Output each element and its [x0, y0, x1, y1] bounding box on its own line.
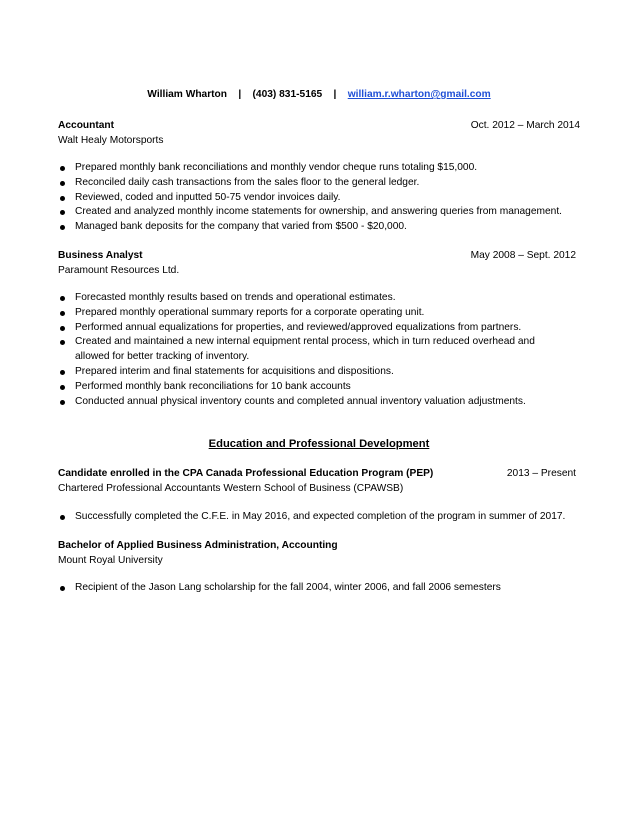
phone-number: (403) 831-5165 [252, 89, 323, 100]
list-item: Successfully completed the C.F.E. in May 2016, and expected completion of the program in summer of 2017. [58, 510, 576, 525]
education-bullets [58, 510, 576, 525]
list-item: Forecasted monthly results based on trends and operational estimates. [58, 291, 558, 306]
applicant-name: William Wharton [147, 89, 228, 100]
job-bullets [58, 291, 558, 409]
job-company: Walt Healy Motorsports [58, 135, 164, 146]
job-entry-business-analyst [58, 248, 576, 409]
list-item: Prepared monthly operational summary reports for a corporate operating unit. [58, 306, 558, 321]
contact-header [0, 89, 638, 100]
separator: | [333, 89, 337, 100]
list-item: Reviewed, coded and inputted 50-75 vendor invoices daily. [58, 191, 580, 206]
list-item: Performed monthly bank reconciliations for 10 bank accounts [58, 380, 558, 395]
job-entry-accountant [58, 118, 580, 235]
list-item: Performed annual equalizations for properties, and reviewed/approved equalizations from partners. [58, 321, 558, 336]
list-item: Created and analyzed monthly income statements for ownership, and answering queries from management. [58, 205, 580, 220]
education-institution: Chartered Professional Accountants Western School of Business (CPAWSB) [58, 483, 404, 494]
list-item: Recipient of the Jason Lang scholarship for the fall 2004, winter 2006, and fall 2006 semesters [58, 581, 580, 596]
education-bullets [58, 581, 580, 596]
email-link[interactable]: william.r.wharton@gmail.com [347, 89, 491, 100]
list-item: Reconciled daily cash transactions from the sales floor to the general ledger. [58, 176, 580, 191]
education-dates: 2013 – Present [506, 468, 576, 479]
education-title: Candidate enrolled in the CPA Canada Professional Education Program (PEP) [58, 468, 434, 479]
list-item: Prepared monthly bank reconciliations and monthly vendor cheque runs totaling $15,000. [58, 161, 580, 176]
separator: | [238, 89, 242, 100]
education-entry-bachelor [58, 538, 580, 596]
list-item: Prepared interim and final statements for acquisitions and dispositions. [58, 365, 558, 380]
education-title: Bachelor of Applied Business Administration, Accounting [58, 540, 338, 551]
job-title: Business Analyst [58, 250, 143, 261]
section-title-education: Education and Professional Development [208, 438, 430, 450]
list-item: Managed bank deposits for the company that varied from $500 - $20,000. [58, 220, 580, 235]
job-company: Paramount Resources Ltd. [58, 265, 180, 276]
job-dates: May 2008 – Sept. 2012 [470, 250, 576, 261]
education-institution: Mount Royal University [58, 555, 163, 566]
list-item: Conducted annual physical inventory counts and completed annual inventory valuation adjustments. [58, 395, 558, 410]
list-item: Created and maintained a new internal equipment rental process, which in turn reduced overhead and allowed for better tracking of inventory. [58, 335, 558, 365]
job-bullets [58, 161, 580, 235]
education-entry-cpa [58, 466, 576, 525]
job-title: Accountant [58, 120, 115, 131]
job-dates: Oct. 2012 – March 2014 [470, 120, 580, 131]
